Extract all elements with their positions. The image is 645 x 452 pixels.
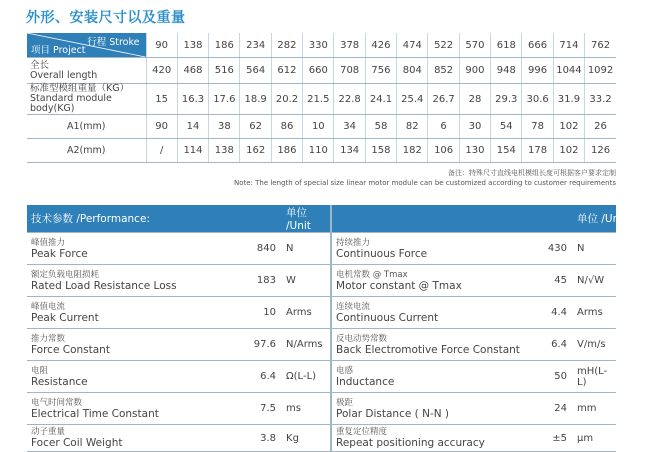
dimension-value-cell: 30.6 bbox=[522, 84, 553, 115]
param-name-left-en: Peak Force bbox=[31, 247, 88, 260]
param-name-right bbox=[331, 425, 531, 452]
stroke-value-cell: 282 bbox=[271, 33, 302, 58]
param-name-right-en: Polar Distance ( N-N ) bbox=[336, 407, 450, 420]
dimension-value-cell: 110 bbox=[303, 139, 334, 163]
dimension-value-cell: 182 bbox=[397, 139, 428, 163]
project-header-label: 项目 Project bbox=[31, 45, 86, 56]
dimension-value-cell: 21.5 bbox=[303, 84, 334, 115]
param-unit-right: mm bbox=[573, 393, 616, 425]
param-unit-right: Arms bbox=[573, 297, 616, 329]
stroke-value-cell: 474 bbox=[397, 33, 428, 58]
dimension-value-cell: 54 bbox=[491, 115, 522, 139]
param-value-left: 840 bbox=[212, 233, 282, 265]
stroke-header-label: 行程 Stroke bbox=[87, 37, 140, 48]
stroke-value-cell: 762 bbox=[585, 33, 616, 58]
dimension-value-cell: 10 bbox=[303, 115, 334, 139]
param-name-right bbox=[331, 297, 531, 329]
dimension-value-cell: 30 bbox=[459, 115, 490, 139]
param-value-right: 45 bbox=[531, 265, 573, 297]
stroke-value-cell: 618 bbox=[491, 33, 522, 58]
stroke-value-cell: 234 bbox=[240, 33, 271, 58]
dimension-value-cell: 516 bbox=[209, 58, 240, 84]
param-unit-left: Kg bbox=[282, 425, 331, 452]
stroke-value-cell: 186 bbox=[209, 33, 240, 58]
param-unit-right: μm bbox=[573, 425, 616, 452]
dimension-value-cell: 106 bbox=[428, 139, 459, 163]
dimension-value-cell: 708 bbox=[334, 58, 365, 84]
performance-row bbox=[27, 329, 616, 361]
notes bbox=[234, 168, 616, 188]
dimension-value-cell: 178 bbox=[522, 139, 553, 163]
dimension-value-cell: 948 bbox=[491, 58, 522, 84]
param-unit-right: N bbox=[573, 233, 616, 265]
dimension-value-cell: 154 bbox=[491, 139, 522, 163]
performance-row bbox=[27, 297, 616, 329]
param-value-left: 183 bbox=[212, 265, 282, 297]
param-name-left bbox=[27, 329, 212, 361]
performance-header-unit-left: 单位 /Unit bbox=[282, 205, 331, 233]
param-name-right bbox=[331, 361, 531, 393]
stroke-value-cell: 570 bbox=[459, 33, 490, 58]
dimension-value-cell: 78 bbox=[522, 115, 553, 139]
dimension-value-cell: 16.3 bbox=[177, 84, 208, 115]
performance-header-row bbox=[27, 205, 616, 233]
dimension-row bbox=[27, 115, 616, 139]
dimension-value-cell: 126 bbox=[585, 139, 616, 163]
param-name-left-zh: 电气时间常数 bbox=[31, 397, 83, 408]
param-name-right-zh: 重复定位精度 bbox=[336, 427, 388, 437]
param-name-left-zh: 电阻 bbox=[31, 365, 49, 376]
param-unit-right: V/m/s bbox=[573, 329, 616, 361]
param-name-left-en: Resistance bbox=[31, 375, 88, 388]
stroke-value-cell: 330 bbox=[303, 33, 334, 58]
param-name-left-en: Force Constant bbox=[31, 343, 110, 356]
param-name-left-zh: 额定负载电阻损耗 bbox=[31, 269, 100, 280]
dimension-value-cell: 20.2 bbox=[271, 84, 302, 115]
dimension-value-cell: 18.9 bbox=[240, 84, 271, 115]
performance-row bbox=[27, 265, 616, 297]
param-name-left-zh: 推力常数 bbox=[31, 333, 66, 344]
param-unit-left: N bbox=[282, 233, 331, 265]
param-name-left bbox=[27, 361, 212, 393]
param-name-left bbox=[27, 393, 212, 425]
param-name-right bbox=[331, 233, 531, 265]
param-unit-left: Arms bbox=[282, 297, 331, 329]
dimension-value-cell: 22.8 bbox=[334, 84, 365, 115]
stroke-value-cell: 426 bbox=[365, 33, 396, 58]
param-unit-right: mH(L-L) bbox=[573, 361, 616, 393]
dimension-value-cell: 102 bbox=[553, 115, 584, 139]
dimension-value-cell: 33.2 bbox=[585, 84, 616, 115]
param-name-right bbox=[331, 393, 531, 425]
stroke-value-cell: 138 bbox=[177, 33, 208, 58]
performance-row bbox=[27, 233, 616, 265]
param-name-right-en: Repeat positioning accuracy bbox=[336, 437, 485, 449]
param-value-left: 3.8 bbox=[212, 425, 282, 452]
dimension-value-cell: 612 bbox=[271, 58, 302, 84]
param-name-left-en: Rated Load Resistance Loss bbox=[31, 279, 177, 292]
param-unit-left: N/Arms bbox=[282, 329, 331, 361]
dimension-value-cell: 29.3 bbox=[491, 84, 522, 115]
note-en: Note: The length of special size linear motor module can be customized according to customer requirements bbox=[233, 179, 616, 187]
dimension-row-label-zh: 全长 bbox=[30, 59, 50, 71]
dimension-value-cell: 17.6 bbox=[209, 84, 240, 115]
stroke-value-cell: 378 bbox=[334, 33, 365, 58]
param-name-right-zh: 连续电流 bbox=[336, 301, 371, 312]
dimension-value-cell: 24.1 bbox=[365, 84, 396, 115]
dimension-value-cell: 28 bbox=[459, 84, 490, 115]
dimension-value-cell: 38 bbox=[209, 115, 240, 139]
param-value-left: 6.4 bbox=[212, 361, 282, 393]
dimension-value-cell: 996 bbox=[522, 58, 553, 84]
dimension-row bbox=[27, 84, 616, 115]
dimension-value-cell: / bbox=[146, 139, 177, 163]
dimension-value-cell: 34 bbox=[334, 115, 365, 139]
dimension-value-cell: 6 bbox=[428, 115, 459, 139]
param-unit-left: Ω(L-L) bbox=[282, 361, 331, 393]
param-value-left: 10 bbox=[212, 297, 282, 329]
dimension-row bbox=[27, 139, 616, 163]
param-name-left bbox=[27, 233, 212, 265]
param-value-right: 6.4 bbox=[531, 329, 573, 361]
param-name-right-en: Back Electromotive Force Constant bbox=[336, 343, 520, 356]
dimension-value-cell: 26.7 bbox=[428, 84, 459, 115]
dimension-value-cell: 756 bbox=[365, 58, 396, 84]
param-unit-left: ms bbox=[282, 393, 331, 425]
dimension-value-cell: 82 bbox=[397, 115, 428, 139]
performance-row bbox=[27, 361, 616, 393]
page-title: 外形、安装尺寸以及重量 bbox=[26, 10, 186, 26]
performance-table bbox=[27, 205, 627, 452]
dimension-row-label bbox=[27, 58, 146, 84]
dimension-row bbox=[27, 58, 616, 84]
param-value-right: ±5 bbox=[531, 425, 573, 452]
param-name-right-zh: 电感 bbox=[336, 365, 354, 376]
param-name-right-en: Continuous Current bbox=[336, 311, 439, 324]
dimension-row-label-en: Standard module body(KG) bbox=[30, 93, 112, 114]
param-value-left: 97.6 bbox=[212, 329, 282, 361]
param-name-left-zh: 动子重量 bbox=[31, 427, 66, 437]
stroke-value-cell: 522 bbox=[428, 33, 459, 58]
note-zh: 备注：特殊尺寸直线电机模组长度可根据客户要求定制 bbox=[448, 169, 616, 177]
dimension-value-cell: 660 bbox=[303, 58, 334, 84]
param-name-left-zh: 峰值电流 bbox=[31, 301, 66, 312]
dimension-value-cell: 186 bbox=[271, 139, 302, 163]
dimension-value-cell: 468 bbox=[177, 58, 208, 84]
dimension-value-cell: 102 bbox=[553, 139, 584, 163]
dimension-value-cell: 900 bbox=[459, 58, 490, 84]
param-name-left bbox=[27, 297, 212, 329]
performance-row bbox=[27, 425, 616, 452]
dimension-table bbox=[27, 33, 616, 163]
param-value-right: 4.4 bbox=[531, 297, 573, 329]
performance-header-title: 技术参数 /Performance: bbox=[27, 205, 282, 233]
param-name-right-en: Continuous Force bbox=[336, 247, 428, 260]
param-name-left-en: Focer Coil Weight bbox=[31, 437, 123, 449]
param-name-left-en: Peak Current bbox=[31, 311, 99, 324]
dimension-value-cell: 62 bbox=[240, 115, 271, 139]
dimension-value-cell: 134 bbox=[334, 139, 365, 163]
dimension-row-label bbox=[27, 84, 146, 115]
param-name-left bbox=[27, 425, 212, 452]
dimension-value-cell: 162 bbox=[240, 139, 271, 163]
dimension-value-cell: 1092 bbox=[585, 58, 616, 84]
param-name-left-zh: 峰值推力 bbox=[31, 237, 66, 248]
dimension-header-row bbox=[27, 33, 616, 58]
param-name-right-en: Inductance bbox=[336, 375, 395, 388]
param-unit-right: N/√W bbox=[573, 265, 616, 297]
stroke-value-cell: 90 bbox=[146, 33, 177, 58]
param-value-right: 430 bbox=[531, 233, 573, 265]
dimension-value-cell: 130 bbox=[459, 139, 490, 163]
performance-header-unit-right: 单位 /Unit bbox=[573, 205, 616, 233]
param-name-right bbox=[331, 265, 531, 297]
stroke-value-cell: 714 bbox=[553, 33, 584, 58]
param-name-left bbox=[27, 265, 212, 297]
dimension-value-cell: 58 bbox=[365, 115, 396, 139]
dimension-value-cell: 138 bbox=[209, 139, 240, 163]
param-value-right: 50 bbox=[531, 361, 573, 393]
param-name-left-en: Electrical Time Constant bbox=[31, 407, 159, 420]
dimension-value-cell: 564 bbox=[240, 58, 271, 84]
param-unit-left: W bbox=[282, 265, 331, 297]
dimension-value-cell: 15 bbox=[146, 84, 177, 115]
dimension-value-cell: 14 bbox=[177, 115, 208, 139]
dimension-value-cell: 114 bbox=[177, 139, 208, 163]
dimension-value-cell: 852 bbox=[428, 58, 459, 84]
dimension-value-cell: 804 bbox=[397, 58, 428, 84]
param-name-right bbox=[331, 329, 531, 361]
dimension-value-cell: 31.9 bbox=[553, 84, 584, 115]
param-name-right-zh: 反电动势常数 bbox=[336, 333, 388, 344]
dimension-row-label-en: Overall length bbox=[30, 69, 98, 81]
performance-row bbox=[27, 393, 616, 425]
param-value-left: 7.5 bbox=[212, 393, 282, 425]
stroke-value-cell: 666 bbox=[522, 33, 553, 58]
param-name-right-en: Motor constant @ Tmax bbox=[336, 279, 462, 292]
param-value-right: 24 bbox=[531, 393, 573, 425]
dimension-row-label: A2(mm) bbox=[27, 139, 146, 163]
param-name-right-zh: 电机常数 @ Tmax bbox=[336, 269, 408, 280]
dimension-value-cell: 86 bbox=[271, 115, 302, 139]
param-name-right-zh: 极距 bbox=[336, 397, 354, 408]
param-name-right-zh: 持续推力 bbox=[336, 237, 371, 248]
dimension-value-cell: 158 bbox=[365, 139, 396, 163]
dimension-value-cell: 1044 bbox=[553, 58, 584, 84]
dimension-value-cell: 90 bbox=[146, 115, 177, 139]
dimension-value-cell: 26 bbox=[585, 115, 616, 139]
dimension-corner-cell bbox=[27, 33, 146, 58]
dimension-value-cell: 420 bbox=[146, 58, 177, 84]
dimension-row-label: A1(mm) bbox=[27, 115, 146, 139]
dimension-value-cell: 25.4 bbox=[397, 84, 428, 115]
dimension-row-label-zh: 标准型模组重量（KG） bbox=[30, 83, 130, 94]
